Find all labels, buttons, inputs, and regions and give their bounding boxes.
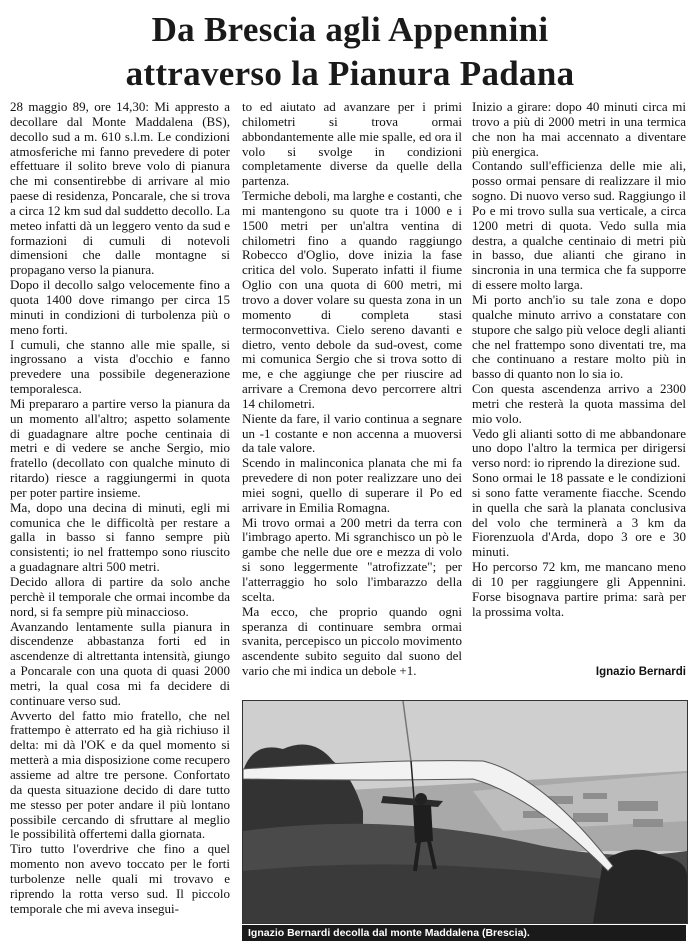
paragraph: Avanzando lentamente sulla pianura in discendenze abbastanza forti ed in ascendenze di altrettanta intensità, giungo a Poncarale con una quota di quasi 2000 metri, la qual cosa mi fa decidere di continuare verso sud. [10,618,230,708]
paragraph: Tiro tutto l'overdrive che fino a quel momento non avevo toccato per le forti turbolenze nelle quali mi trovavo e riprendo la rotta verso sud. Il piccolo temporale che mi aveva insegui- [10,841,230,916]
paragraph: Sono ormai le 18 passate e le condizioni si sono fatte veramente fiacche. Scendo in quella che sarà la planata conclusiva del volo che terminerà a 3 km da Fiorenzuola d'Arda, dopo 3 ore e 30 minuti. [472,470,686,560]
article-title [0,8,700,96]
paragraph: Niente da fare, il vario continua a segnare un -1 costante e non accenna a muoversi da tale valore. [242,410,462,456]
hang-glider-photo [242,700,688,924]
photo-caption: Ignazio Bernardi decolla dal monte Maddalena (Brescia). [242,925,686,941]
text-column-3 [472,100,686,620]
paragraph: Decido allora di partire da solo anche perchè il temporale che ormai incombe da nord, si fa sempre più minaccioso. [10,574,230,619]
paragraph: Ho percorso 72 km, me mancano meno di 10 per raggiungere gli Appennini. Forse bisognava partire prima: sarà per la prossima volta. [472,559,686,619]
author-signature: Ignazio Bernardi [595,666,686,678]
paragraph: Vedo gli alianti sotto di me abbandonare uno dopo l'altro la termica per dirigersi verso nord: io riprendo la direzione sud. [472,425,686,471]
paragraph: to ed aiutato ad avanzare per i primi chilometri si trova ormai abbondantemente alle mie spalle, ed ora il volo si svolge in condizioni completamente diverse da quelle della partenza. [242,99,462,189]
paragraph: Termiche deboli, ma larghe e costanti, che mi mantengono su quote tra i 1000 e i 1500 metri per un'altra ventina di chilometri fino a quando raggiungo Robecco d'Oglio, dove inizia la fase critica del volo. Superato infatti il fiume Oglio con una quota di 600 metri, mi trovo a dover volare su questa zona in un momento di completa stasi termoconvettiva. Cielo sereno davanti e dietro, vento debole da sud-ovest, come mi comunica Sergio che si trova sotto di me, e che aggiunge che per riuscire ad arrivare a Cremona devo percorrere altri 14 chilometri. [242,188,462,411]
paragraph: Ma, dopo una decina di minuti, egli mi comunica che le difficoltà per restare a galla in basso si fanno sempre più consistenti; io nel frattempo sono riuscito a guadagnare altri 500 metri. [10,499,230,575]
paragraph: Mi porto anch'io su tale zona e dopo qualche minuto arrivo a constatare con stupore che salgo più veloce degli alianti che nel frattempo sono diventati tre, ma che continuano a restare molto più in basso di quanto non lo sia io. [472,291,686,382]
paragraph: Con questa ascendenza arrivo a 2300 metri che resterà la quota massima del mio volo. [472,381,686,426]
title-line-1: Da Brescia agli Appennini [151,10,549,49]
paragraph: 28 maggio 89, ore 14,30: Mi appresto a decollare dal Monte Maddalena (BS), decollo sud a m. 610 s.l.m. Le condizioni atmosferiche mi fanno prevedere di poter effettuare il solito breve volo di pianura che mi consentirebbe di arrivare al mio paese di residenza, Poncarale, che si trova a circa 12 km sud dal suddetto decollo. La meteo infatti dà un leggero vento da sud e formazioni di cumuli di notevoli dimensioni che dalle montagne si propagano verso la pianura. [10,99,230,278]
paragraph: Scendo in malinconica planata che mi fa prevedere di non poter realizzare uno dei miei sogni, quello di superare il Po ed arrivare in Emilia Romagna. [242,455,462,515]
paragraph: Mi trovo ormai a 200 metri da terra con l'imbrago aperto. Mi sgranchisco un pò le gambe che nelle due ore e mezza di volo si sono leggermente "atrofizzate"; per l'atterraggio ho solo l'imbarazzo della scelta. [242,514,462,604]
paragraph: Avverto del fatto mio fratello, che nel frattempo è atterrato ed ha già richiuso il delta: mi dà l'OK e da quel momento si metterà a mia disposizione come recupero assieme ad altre tre persone. Confortato da questa situazione decido di dare tutto me stesso per poter andare il più lontano possibile cercando di sfruttare al meglio le possibilità offertemi dalla giornata. [10,707,230,842]
paragraph: Inizio a girare: dopo 40 minuti circa mi trovo a più di 2000 metri in una termica che non ha mai accennato a diventare più energica. [472,99,686,159]
paragraph: Mi prepararo a partire verso la pianura da un momento all'altro; aspetto solamente di guadagnare altre poche centinaia di metri e di vedere se anche Sergio, mio fratello (decollato con qualche minuto di ritardo) riesce a raggiungermi in quota per poter partire insieme. [10,395,230,500]
paragraph: Ma ecco, che proprio quando ogni speranza di continuare sembra ormai svanita, percepisco un piccolo movimento ascendente subito seguito dal suono del vario che mi indica un debole +1. [242,603,462,679]
text-column-1 [10,100,230,916]
paragraph: Contando sull'efficienza delle mie ali, posso ormai pensare di realizzare il mio sogno. Di nuovo verso sud. Raggiungo il Po e mi trovo sulla sua verticale, a circa 1200 metri di quota. Vedo sulla mia destra, a qualche centinaio di metri più in basso, due alianti che girano in sincronia in una termica che fa supporre di essere molto larga. [472,158,686,293]
text-column-2 [242,100,462,679]
paragraph: Dopo il decollo salgo velocemente fino a quota 1400 dove rimango per circa 15 minuti in condizioni di turbolenza più o meno forti. [10,277,230,337]
title-line-2: attraverso la Pianura Padana [125,54,575,93]
paragraph: I cumuli, che stanno alle mie spalle, si ingrossano a vista d'occhio e fanno prevedere una possibile degenerazione temporalesca. [10,336,230,397]
